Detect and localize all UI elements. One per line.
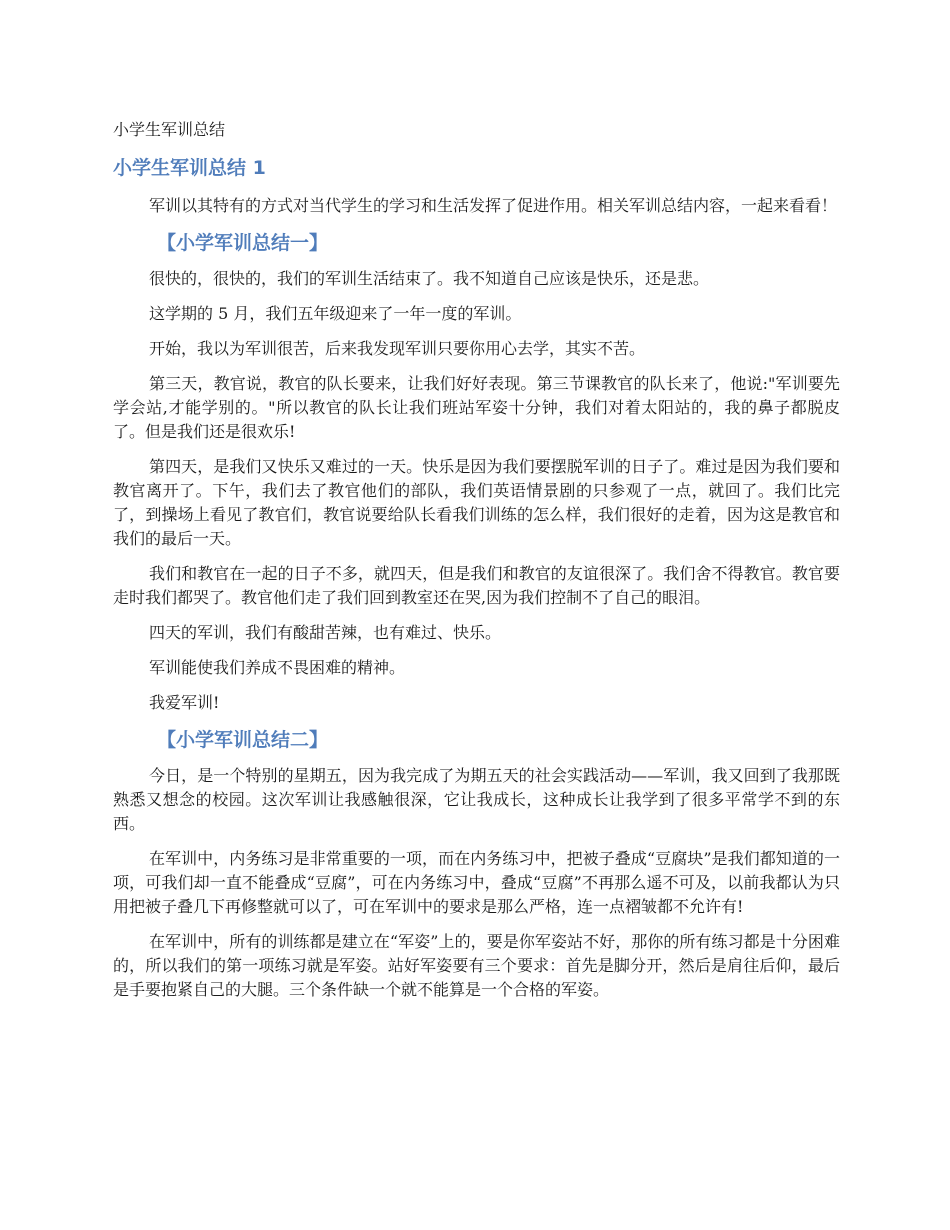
paragraph: 开始，我以为军训很苦，后来我发现军训只要你用心去学，其实不苦。 xyxy=(149,339,646,358)
paragraph: 第四天，是我们又快乐又难过的一天。快乐是因为我们要摆脱军训的日子了。难过是因为我们要和教官离开了。下午，我们去了教官他们的部队，我们英语情景剧的只参观了一点，就回了。我们比完了，到操场上看见了教官们，教官说要给队长看我们训练的怎么样，我们很好的走着，因为这是教官和我们的最后一天。 xyxy=(113,457,840,548)
document-page xyxy=(113,118,840,1013)
paragraph: 我们和教官在一起的日子不多，就四天，但是我们和教官的友谊很深了。我们舍不得教官。教官要走时我们都哭了。教官他们走了我们回到教室还在哭,因为我们控制不了自己的眼泪。 xyxy=(113,564,840,607)
paragraph: 这学期的 5 月，我们五年级迎来了一年一度的军训。 xyxy=(149,304,522,323)
main-heading: 小学生军训总结 1 xyxy=(113,157,266,179)
paragraph: 我爱军训! xyxy=(149,693,220,712)
intro-paragraph: 军训以其特有的方式对当代学生的学习和生活发挥了促进作用。相关军训总结内容，一起来看看！ xyxy=(149,196,838,215)
paragraph: 第三天，教官说，教官的队长要来，让我们好好表现。第三节课教官的队长来了，他说:"军训要先学会站,才能学别的。"所以教官的队长让我们班站军姿十分钟，我们对着太阳站的，我的鼻子都脱皮了。但是我们还是很欢乐! xyxy=(113,374,840,441)
paragraph: 很快的，很快的，我们的军训生活结束了。我不知道自己应该是快乐，还是悲。 xyxy=(149,269,710,288)
paragraph: 军训能使我们养成不畏困难的精神。 xyxy=(149,658,406,677)
paragraph: 四天的军训，我们有酸甜苦辣，也有难过、快乐。 xyxy=(149,623,502,642)
section-heading-1: 【小学军训总结一】 xyxy=(157,232,329,254)
section-heading-2: 【小学军训总结二】 xyxy=(157,729,329,751)
paragraph: 在军训中，内务练习是非常重要的一项，而在内务练习中，把被子叠成“豆腐块”是我们都知道的一项，可我们却一直不能叠成“豆腐”，可在内务练习中，叠成“豆腐”不再那么遥不可及，以前我都认为只用把被子叠几下再修整就可以了，可在军训中的要求是那么严格，连一点褶皱都不允许有! xyxy=(113,849,840,916)
paragraph: 今日，是一个特别的星期五，因为我完成了为期五天的社会实践活动——军训，我又回到了我那既熟悉又想念的校园。这次军训让我感触很深，它让我成长，这种成长让我学到了很多平常学不到的东西。 xyxy=(113,766,840,833)
paragraph: 在军训中，所有的训练都是建立在“军姿”上的，要是你军姿站不好，那你的所有练习都是十分困难的，所以我们的第一项练习就是军姿。站好军姿要有三个要求：首先是脚分开，然后是肩往后仰，最后是手要抱紧自己的大腿。三个条件缺一个就不能算是一个合格的军姿。 xyxy=(113,932,840,999)
document-title: 小学生军训总结 xyxy=(113,120,226,139)
